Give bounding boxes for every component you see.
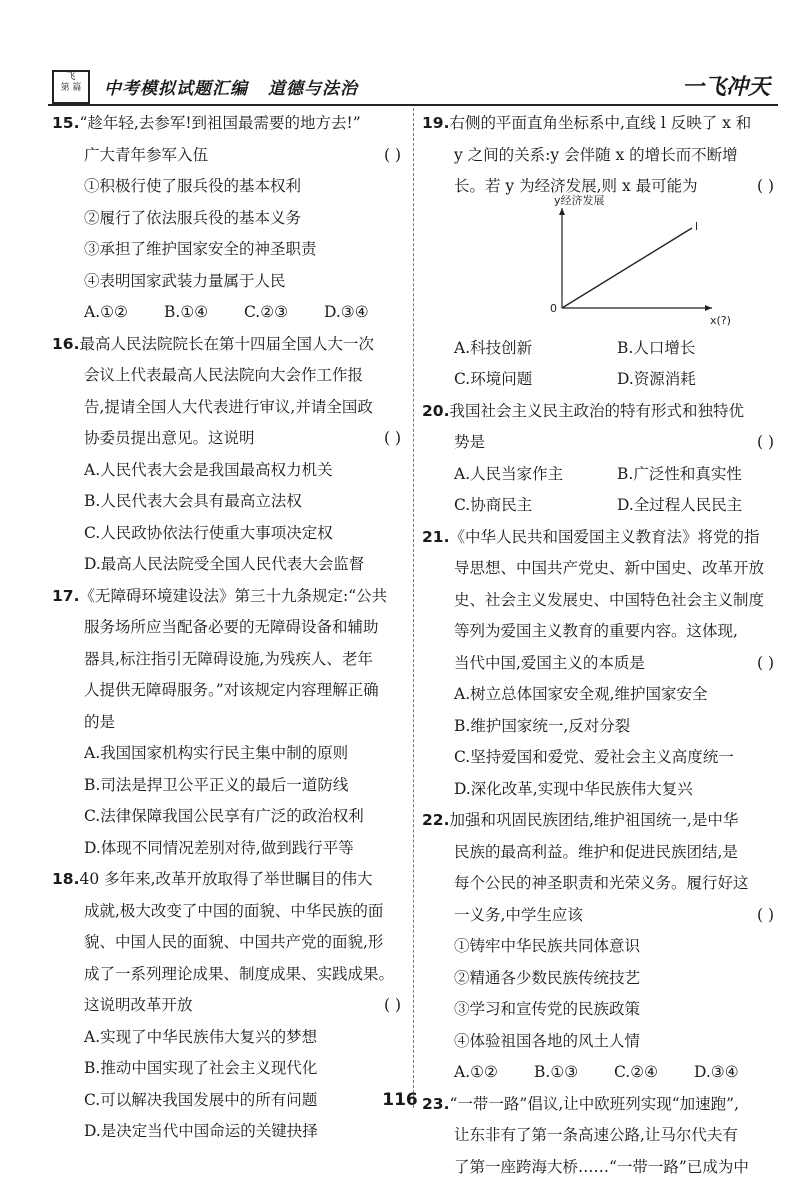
option: B.①③ [534,1057,614,1089]
statement-item: ①铸牢中华民族共同体意识 [422,931,780,963]
logo-bottom-text: 第 篇 [54,83,88,94]
question-stem-line [52,959,407,991]
question-stem-text: 这说明改革开放 [84,996,193,1014]
question-stem-line [422,1152,780,1183]
question-stem-text: 会议上代表最高人民法院向大会作工作报 [84,366,363,384]
right-column [422,108,780,1183]
statement-item: ③学习和宣传党的民族政策 [422,994,780,1026]
choice-option: C.可以解决我国发展中的所有问题 [52,1085,407,1117]
series-logo [52,70,90,104]
question-number: 22. [422,811,449,829]
question-stem-text: 当代中国,爱国主义的本质是 [454,654,645,672]
question-stem-text: 右侧的平面直角坐标系中,直线 l 反映了 x 和 [449,114,751,132]
question-stem-line [422,522,780,554]
choice-option: C.人民政协依法行使重大事项决定权 [52,518,407,550]
answer-bracket: ( ) [757,648,780,680]
question-stem-text: 势是 [454,433,485,451]
question-stem-line [422,868,780,900]
question-stem-line [422,108,780,140]
answer-bracket: ( ) [384,990,407,1022]
x-axis-label: x(?) [710,314,731,327]
option: D.③④ [694,1057,774,1089]
option: C.协商民主 [454,490,617,522]
question-stem-line [422,427,780,459]
option: B.①④ [164,297,244,329]
choice-option: A.树立总体国家安全观,维护国家安全 [422,679,780,711]
y-axis-label: y经济发展 [554,193,605,207]
subject-text: 道德与法治 [268,79,358,99]
question-stem-text: 史、社会主义发展史、中国特色社会主义制度 [454,591,764,609]
question-stem-line [422,616,780,648]
option: A.科技创新 [454,333,617,365]
choice-option: D.最高人民法院受全国人民代表大会监督 [52,549,407,581]
question-stem-text: y 之间的关系:y 会伴随 x 的增长而不断增 [454,146,738,164]
question-stem-text: 成就,极大改变了中国的面貌、中华民族的面 [84,902,383,920]
question-stem-line [52,140,407,172]
statement-item: ②履行了依法服兵役的基本义务 [52,203,407,235]
question-stem-text: 一义务,中学生应该 [454,906,583,924]
x-axis-arrow [705,305,712,311]
question-stem-line [52,392,407,424]
answer-bracket: ( ) [384,140,407,172]
choice-option: B.推动中国实现了社会主义现代化 [52,1053,407,1085]
statement-item: ④表明国家武装力量属于人民 [52,266,407,298]
options-row [422,333,780,365]
choice-option: D.深化改革,实现中华民族伟大复兴 [422,774,780,806]
option: A.①② [454,1057,534,1089]
question-19 [422,108,780,396]
line-label: l [695,220,698,233]
choice-option: A.我国国家机构实行民主集中制的原则 [52,738,407,770]
choice-option: D.是决定当代中国命运的关键抉择 [52,1116,407,1148]
question-stem-text: 让东非有了第一条高速公路,让马尔代夫有 [454,1126,738,1144]
question-stem-text: 最高人民法院院长在第十四届全国人大一次 [79,335,374,353]
question-number: 20. [422,402,449,420]
question-stem-line [422,648,780,680]
question-number: 21. [422,528,449,546]
statement-item: ①积极行使了服兵役的基本权利 [52,171,407,203]
answer-bracket: ( ) [757,900,780,932]
option: A.人民当家作主 [454,459,617,491]
logo-top-text: 飞 [54,72,88,83]
line-l [562,228,692,308]
choice-option: B.人民代表大会具有最高立法权 [52,486,407,518]
y-axis-arrow [559,208,565,215]
option: D.资源消耗 [617,364,780,396]
question-stem-line [52,612,407,644]
option: C.环境问题 [454,364,617,396]
options-row [422,364,780,396]
options-row [422,1057,780,1089]
question-17 [52,581,407,865]
question-stem-line [52,329,407,361]
question-stem-text: 广大青年参军入伍 [84,146,208,164]
question-stem-text: 《无障碍环境建设法》第三十九条规定:“公共 [79,587,387,605]
options-row [422,459,780,491]
question-stem-line [52,423,407,455]
question-stem-text: 器具,标注指引无障碍设施,为残疾人、老年 [84,650,373,668]
question-22 [422,805,780,1089]
question-stem-text: 的是 [84,713,115,731]
question-stem-text: 人提供无障碍服务。”对该规定内容理解正确 [84,681,379,699]
question-stem-text: 协委员提出意见。这说明 [84,429,255,447]
question-stem-text: 貌、中国人民的面貌、中国共产党的面貌,形 [84,933,383,951]
question-stem-line [52,108,407,140]
question-15 [52,108,407,329]
option: A.①② [84,297,164,329]
question-stem-text: 《中华人民共和国爱国主义教育法》将党的指 [449,528,759,546]
statement-item: ④体验祖国各地的风土人情 [422,1026,780,1058]
left-column [52,108,407,1148]
choice-option: A.人民代表大会是我国最高权力机关 [52,455,407,487]
question-16 [52,329,407,581]
question-stem-line [422,585,780,617]
chart-svg [522,203,722,333]
question-stem-text: 成了一系列理论成果、制度成果、实践成果。 [84,965,394,983]
question-stem-line [422,900,780,932]
option: D.③④ [324,297,404,329]
choice-option: D.体现不同情况差别对待,做到践行平等 [52,833,407,865]
page-number: 116 [0,1090,800,1110]
page-header [48,66,778,106]
choice-option: C.坚持爱国和爱党、爱社会主义高度统一 [422,742,780,774]
question-stem-line [422,140,780,172]
choice-option: C.法律保障我国公民享有广泛的政治权利 [52,801,407,833]
choice-option: B.司法是捍卫公平正义的最后一道防线 [52,770,407,802]
question-stem-line [52,896,407,928]
question-number: 16. [52,335,79,353]
question-number: 23. [422,1095,449,1113]
choice-option: B.维护国家统一,反对分裂 [422,711,780,743]
question-21 [422,522,780,806]
question-stem-text: 加强和巩固民族团结,维护祖国统一,是中华 [449,811,738,829]
origin-label: 0 [550,302,557,315]
question-stem-text: 长。若 y 为经济发展,则 x 最可能为 [454,177,698,195]
question-stem-line [52,644,407,676]
options-row [422,490,780,522]
question-stem-line [52,990,407,1022]
question-stem-line [52,927,407,959]
coordinate-chart [522,203,780,333]
question-stem-text: 告,提请全国人大代表进行审议,并请全国政 [84,398,373,416]
question-stem-text: 了第一座跨海大桥……“一带一路”已成为中 [454,1158,749,1176]
option: C.②④ [614,1057,694,1089]
option: C.②③ [244,297,324,329]
book-title-text: 中考模拟试题汇编 [104,79,248,99]
question-stem-text: “趁年轻,去参军!到祖国最需要的地方去!” [79,114,360,132]
question-stem-line [422,1120,780,1152]
question-stem-text: 每个公民的神圣职责和光荣义务。履行好这 [454,874,749,892]
brand-name: 一飞冲天 [682,70,770,101]
question-number: 18. [52,870,79,888]
options-row [52,297,407,329]
question-stem-line [422,837,780,869]
column-divider [413,108,414,1108]
option: D.全过程人民民主 [617,490,780,522]
question-number: 17. [52,587,79,605]
statement-item: ②精通各少数民族传统技艺 [422,963,780,995]
question-stem-text: 等列为爱国主义教育的重要内容。这体现, [454,622,738,640]
question-stem-text: 服务场所应当配备必要的无障碍设备和辅助 [84,618,379,636]
question-number: 19. [422,114,449,132]
answer-bracket: ( ) [384,423,407,455]
question-stem-line [52,581,407,613]
question-stem-text: 40 多年来,改革开放取得了举世瞩目的伟大 [79,870,372,888]
book-title [104,74,358,99]
question-stem-text: 我国社会主义民主政治的特有形式和独特优 [449,402,744,420]
choice-option: A.实现了中华民族伟大复兴的梦想 [52,1022,407,1054]
header-rule [48,104,778,106]
question-stem-line [52,360,407,392]
question-stem-line [52,675,407,707]
question-stem-line [422,553,780,585]
answer-bracket: ( ) [757,171,780,203]
option: B.人口增长 [617,333,780,365]
question-stem-line [52,864,407,896]
option: B.广泛性和真实性 [617,459,780,491]
question-stem-text: 民族的最高利益。维护和促进民族团结,是 [454,843,738,861]
question-stem-text: “一带一路”倡议,让中欧班列实现“加速跑”, [449,1095,739,1113]
question-number: 15. [52,114,79,132]
question-20 [422,396,780,522]
question-stem-line [52,707,407,739]
question-stem-text: 导思想、中国共产党史、新中国史、改革开放 [454,559,764,577]
statement-item: ③承担了维护国家安全的神圣职责 [52,234,407,266]
question-stem-line [422,805,780,837]
question-stem-line [422,396,780,428]
answer-bracket: ( ) [757,427,780,459]
